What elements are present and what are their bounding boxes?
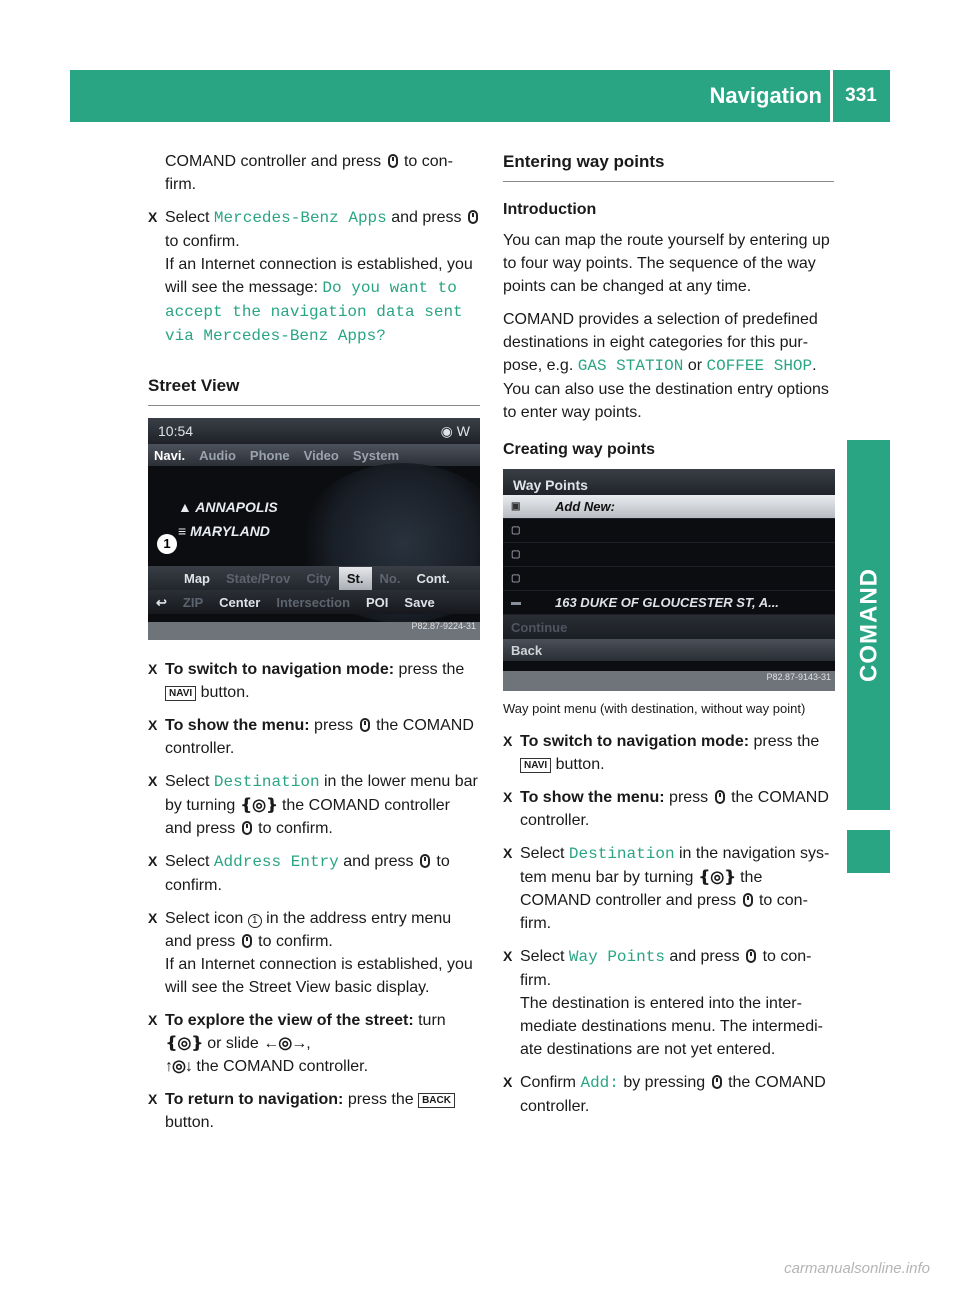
navi-key-icon: NAVI <box>520 758 551 773</box>
category-coffee-shop: COFFEE SHOP <box>706 357 813 375</box>
intro-paragraph-1: You can map the route yourself by entering up to four way points. The sequence of the way points can be changed at any time. <box>503 232 830 295</box>
chapter-header-bar <box>70 70 890 122</box>
step-switch-nav: X To switch to navigation mode: press the NAVI button. <box>148 658 480 704</box>
slide-up-down-icon: ↑◎↓ <box>165 1058 192 1075</box>
step-select-apps: X Select Mercedes-Benz Apps and press to confirm. If an Internet connection is established, you will see the message: Do you want to accept the navigation data sent via Mercedes-Benz Apps? <box>148 206 480 348</box>
screen-time: 10:54 <box>158 422 194 439</box>
menu-term-way-points: Way Points <box>568 948 665 966</box>
step-show-menu: X To show the menu: press the COMAND controller. <box>503 786 834 832</box>
section-side-tab <box>847 440 890 810</box>
step-select-way-points: X Select Way Points and press to con-firm. The destination is entered into the inter-mediate destinations menu. The intermedi-ate destinations are not yet entered. <box>503 945 834 1061</box>
screen-menu-video: Video <box>303 447 339 463</box>
menu-term-destination: Destination <box>213 773 320 791</box>
screen-menu-phone: Phone <box>249 447 290 463</box>
step-confirm-add: X Confirm Add: by pressing the COMAND controller. <box>503 1071 834 1118</box>
callout-1-icon: 1 <box>248 914 262 928</box>
press-controller-icon <box>746 949 756 963</box>
press-controller-icon <box>715 790 725 804</box>
category-gas-station: GAS STATION <box>577 357 684 375</box>
step-show-menu: X To show the menu: press the COMAND controller. <box>148 714 480 760</box>
intro-paragraph-2: COMAND provides a selection of predefined destinations in eight categories for this pur-pose, e.g. GAS STATION or COFFEE SHOP. You can also use the destination entry options to enter way points. <box>503 311 829 421</box>
press-controller-icon <box>242 934 252 948</box>
screen-row-back: Back <box>503 639 835 661</box>
screen-status-bar <box>148 418 480 444</box>
left-column <box>148 150 480 1144</box>
screen-status: ◉ W <box>440 422 470 439</box>
screen-menu-navi: Navi. <box>154 447 186 463</box>
image-code: P82.87-9143-31 <box>766 672 831 682</box>
turn-controller-icon: ❴◎❵ <box>697 869 736 886</box>
right-column <box>503 150 834 1128</box>
screen-row-empty: ▢ <box>503 567 835 591</box>
screen-row-empty: ▢ <box>503 543 835 567</box>
screen-main-menu <box>148 444 480 466</box>
press-controller-icon <box>388 154 398 168</box>
press-controller-icon <box>712 1075 722 1089</box>
step-select-icon: X Select icon 1 in the address entry menu and press to confirm. If an Internet connection is established, you will see the Street View basic display. <box>148 907 480 999</box>
screen-back-icon: ↩ <box>156 594 167 610</box>
menu-term-destination: Destination <box>568 845 675 863</box>
press-controller-icon <box>242 821 252 835</box>
screen-row-continue: Continue <box>503 615 835 639</box>
continued-step: COMAND controller and press to con- firm. <box>165 153 453 193</box>
menu-term-address-entry: Address Entry <box>213 853 339 871</box>
screen-row-destination: ▬ 163 DUKE OF GLOUCESTER ST, A... <box>503 591 835 615</box>
screen-row-empty: ▢ <box>503 519 835 543</box>
heading-entering-way-points: Entering way points <box>503 150 834 182</box>
press-controller-icon <box>468 210 478 224</box>
message-text: Do you want to accept the navigation data sent via Mercedes-Benz Apps? <box>165 279 463 345</box>
menu-term-add: Add: <box>580 1074 619 1092</box>
street-view-screenshot <box>148 418 480 640</box>
screen-entry-city: ▲ ANNAPOLIS <box>178 499 278 515</box>
image-code: P82.87-9224-31 <box>411 621 476 631</box>
way-points-screenshot <box>503 469 835 691</box>
section-side-label: COMAND <box>855 568 882 682</box>
step-explore-street: X To explore the view of the street: turn ❴◎❵ or slide ←◎→, ↑◎↓ the COMAND controller. <box>148 1009 480 1078</box>
page-number: 331 <box>845 85 877 106</box>
step-select-address-entry: X Select Address Entry and press to confirm. <box>148 850 480 897</box>
chapter-title: Navigation <box>709 83 822 108</box>
slide-left-right-icon: ←◎→ <box>263 1035 307 1052</box>
step-return-nav: X To return to navigation: press the BACK button. <box>148 1088 480 1134</box>
press-controller-icon <box>420 854 430 868</box>
screen-menu-audio: Audio <box>199 447 236 463</box>
screen-destination-bar: Map State/Prov City St. No. Cont. <box>148 566 480 590</box>
watermark: carmanualsonline.info <box>784 1260 930 1277</box>
screen-entry-state: ≡ MARYLAND <box>178 523 270 539</box>
figure-caption: Way point menu (with destination, without way point) <box>503 701 806 716</box>
callout-1: 1 <box>157 534 177 554</box>
turn-controller-icon: ❴◎❵ <box>165 1035 203 1052</box>
press-controller-icon <box>743 893 753 907</box>
step-switch-nav: X To switch to navigation mode: press the NAVI button. <box>503 730 834 776</box>
step-select-destination: X Select Destination in the lower menu bar by turning ❴◎❵ the COMAND controller and press to confirm. <box>148 770 480 840</box>
screen-row-add-new: ▣ Add New: <box>503 495 835 519</box>
menu-term-mercedes-benz-apps: Mercedes-Benz Apps <box>213 209 387 227</box>
press-controller-icon <box>360 718 370 732</box>
header-divider <box>830 70 833 122</box>
heading-street-view: Street View <box>148 374 480 406</box>
heading-introduction: Introduction <box>503 201 597 218</box>
heading-creating-way-points: Creating way points <box>503 441 656 458</box>
screen-title: Way Points <box>503 469 835 495</box>
section-side-marker <box>847 830 890 873</box>
screen-options-bar: ↩ ZIP Center Intersection POI Save <box>148 590 480 614</box>
step-select-destination: X Select Destination in the navigation sys-tem menu bar by turning ❴◎❵ the COMAND controller and press to con-firm. <box>503 842 834 935</box>
turn-controller-icon: ❴◎❵ <box>239 797 278 814</box>
back-key-icon: BACK <box>418 1093 455 1108</box>
screen-menu-system: System <box>352 447 400 463</box>
navi-key-icon: NAVI <box>165 686 196 701</box>
